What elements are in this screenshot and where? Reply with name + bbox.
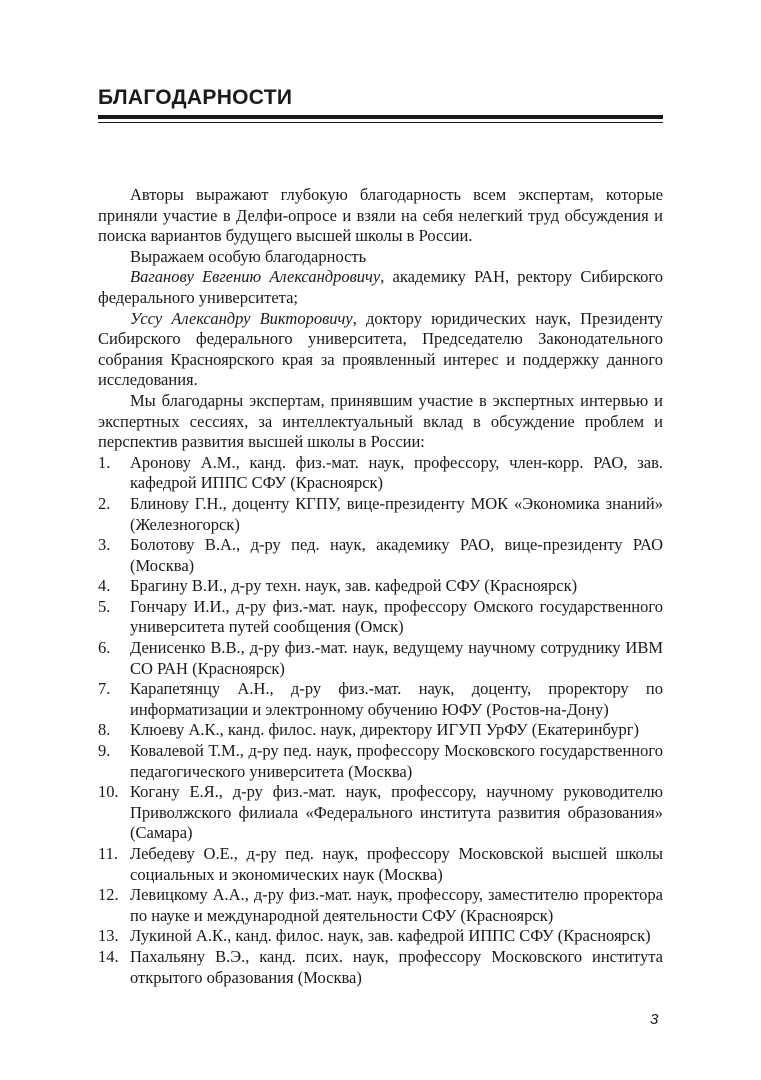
title-rule-thick	[98, 115, 663, 119]
ussu-name: Уссу Александру Викторовичу	[130, 308, 353, 328]
list-item	[98, 453, 663, 494]
list-item-text: Лебедеву О.Е., д-ру пед. наук, профессору Московской высшей школы социальных и экономических наук (Москва)	[130, 844, 663, 884]
page-number: 3	[650, 1011, 659, 1028]
list-item	[98, 926, 663, 947]
list-item-number: 8.	[98, 720, 111, 740]
list-item	[98, 844, 663, 885]
list-item-number: 13.	[98, 926, 119, 946]
list-item-text: Денисенко В.В., д-ру физ.-мат. наук, ведущему научному сотруднику ИВМ СО РАН (Красноярск)	[130, 638, 663, 678]
list-item-text: Блинову Г.Н., доценту КГПУ, вице-президенту МОК «Экономика знаний» (Железногорск)	[130, 493, 663, 534]
list-item	[98, 885, 663, 926]
special-thanks-paragraph: Выражаем особую благодарность	[130, 246, 367, 266]
experts-list	[98, 453, 663, 988]
list-item	[98, 638, 663, 679]
list-item	[98, 597, 663, 638]
vaganov-text: , академику РАН, ректору Сибирского федерального университета;	[98, 267, 663, 307]
list-item-text: Болотову В.А., д-ру пед. наук, академику РАО, вице-президенту РАО (Москва)	[130, 535, 663, 575]
list-item-number: 7.	[98, 679, 111, 699]
list-item-text: Когану Е.Я., д-ру физ.-мат. наук, профессору, научному руководителю Приволжского филиала «Федерального института развития образования» (Самара)	[130, 782, 663, 843]
list-item-text: Клюеву А.К., канд. филос. наук, директору ИГУП УрФУ (Екатеринбург)	[130, 720, 640, 740]
experts-intro-paragraph: Мы благодарны экспертам, принявшим участие в экспертных интервью и экспертных сессиях, за интеллектуальный вклад в обсуждение проблем и перспектив развития высшей школы в России:	[98, 390, 663, 452]
acknowledgements-body	[98, 185, 663, 988]
list-item-number: 10.	[98, 782, 119, 802]
ussu-paragraph	[98, 309, 663, 391]
list-item	[98, 576, 663, 597]
list-item-text: Ковалевой Т.М., д-ру пед. наук, профессору Московского государственного педагогического университета (Москва)	[130, 741, 663, 781]
list-item-number: 9.	[98, 741, 111, 761]
list-item-text: Аронову А.М., канд. физ.-мат. наук, профессору, член-корр. РАО, зав. кафедрой ИППС СФУ (Красноярск)	[130, 452, 663, 493]
vaganov-paragraph	[98, 267, 663, 308]
list-item	[98, 720, 663, 741]
list-item-number: 2.	[98, 493, 111, 513]
list-item-number: 6.	[98, 638, 111, 658]
list-item-text: Левицкому А.А., д-ру физ.-мат. наук, профессору, заместителю проректора по науке и международной деятельности СФУ (Красноярск)	[130, 885, 663, 925]
page-title: БЛАГОДАРНОСТИ	[98, 86, 293, 109]
intro-paragraph: Авторы выражают глубокую благодарность всем экспертам, которые приняли участие в Делфи-опросе и взяли на себя нелегкий труд обсуждения и поиска вариантов будущего высшей школы в России.	[98, 185, 663, 246]
vaganov-name: Ваганову Евгению Александровичу	[130, 267, 381, 287]
list-item-text: Пахальяну В.Э., канд. псих. наук, профессору Московского института открытого образования (Москва)	[130, 946, 663, 987]
list-item-text: Карапетянцу А.Н., д-ру физ.-мат. наук, доценту, проректору по информатизации и электронному обучению ЮФУ (Ростов-на-Дону)	[130, 679, 663, 719]
list-item-number: 4.	[98, 576, 111, 596]
list-item-number: 12.	[98, 885, 119, 905]
list-item-number: 14.	[98, 946, 119, 966]
list-item	[98, 679, 663, 720]
list-item-number: 5.	[98, 596, 111, 616]
list-item-text: Брагину В.И., д-ру техн. наук, зав. кафедрой СФУ (Красноярск)	[130, 576, 578, 596]
list-item	[98, 535, 663, 576]
list-item-number: 3.	[98, 535, 111, 555]
list-item-number: 11.	[98, 844, 119, 863]
title-rule-thin	[98, 122, 663, 123]
list-item-text: Лукиной А.К., канд. филос. наук, зав. кафедрой ИППС СФУ (Красноярск)	[130, 926, 651, 946]
ussu-text: , доктору юридических наук, Президенту Сибирского федерального университета, Председателю Законодательного собрания Красноярского края за проявленный интерес и поддержку данного исследования.	[98, 308, 664, 390]
list-item-text: Гончару И.И., д-ру физ.-мат. наук, профессору Омского государственного университета путей сообщения (Омск)	[130, 596, 663, 637]
list-item-number: 1.	[98, 452, 111, 472]
list-item	[98, 741, 663, 782]
list-item	[98, 782, 663, 844]
list-item	[98, 947, 663, 988]
list-item	[98, 494, 663, 535]
